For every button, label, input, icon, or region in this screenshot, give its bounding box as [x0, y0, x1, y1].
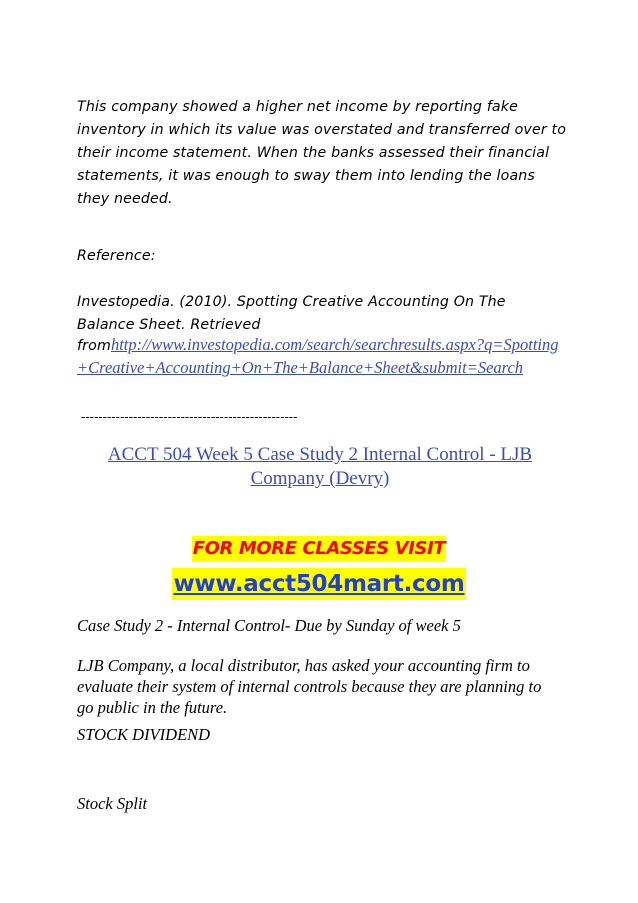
promo-headline-text: FOR MORE CLASSES VISIT	[192, 536, 447, 562]
reference-heading: Reference:	[77, 248, 156, 264]
body-paragraph: This company showed a higher net income by reporting fake inventory in which its value was overstated and transferred over to their income statement. When the banks assessed their financial statements, it was enough to sway them into lending the loans they needed.	[77, 99, 567, 207]
course-title[interactable]	[77, 443, 563, 491]
reference-citation: Investopedia. (2010). Spotting Creative Accounting On The Balance Sheet. Retrieved	[77, 294, 506, 333]
promo-url-link[interactable]: www.acct504mart.com	[172, 568, 465, 600]
reference-link-block	[77, 334, 565, 379]
separator-line: --------------------------------------------------	[81, 409, 298, 424]
topic-stock-dividend: STOCK DIVIDEND	[77, 725, 211, 744]
case-study-line: Case Study 2 - Internal Control- Due by Sunday of week 5	[77, 616, 461, 635]
promo-url[interactable]	[0, 568, 638, 600]
promo-headline	[0, 536, 638, 562]
course-title-link[interactable]: ACCT 504 Week 5 Case Study 2 Internal Control - LJB Company (Devry)	[107, 444, 533, 489]
case-study-description: LJB Company, a local distributor, has asked your accounting firm to evaluate their system of internal controls because they are planning to go public in the future.	[77, 656, 542, 717]
topic-stock-split: Stock Split	[77, 794, 148, 813]
reference-from: from	[77, 338, 111, 354]
reference-url-link[interactable]: http://www.investopedia.com/search/searchresults.aspx?q=Spotting+Creative+Accounting+On+The+Balance+Sheet&submit=Search	[77, 335, 559, 377]
